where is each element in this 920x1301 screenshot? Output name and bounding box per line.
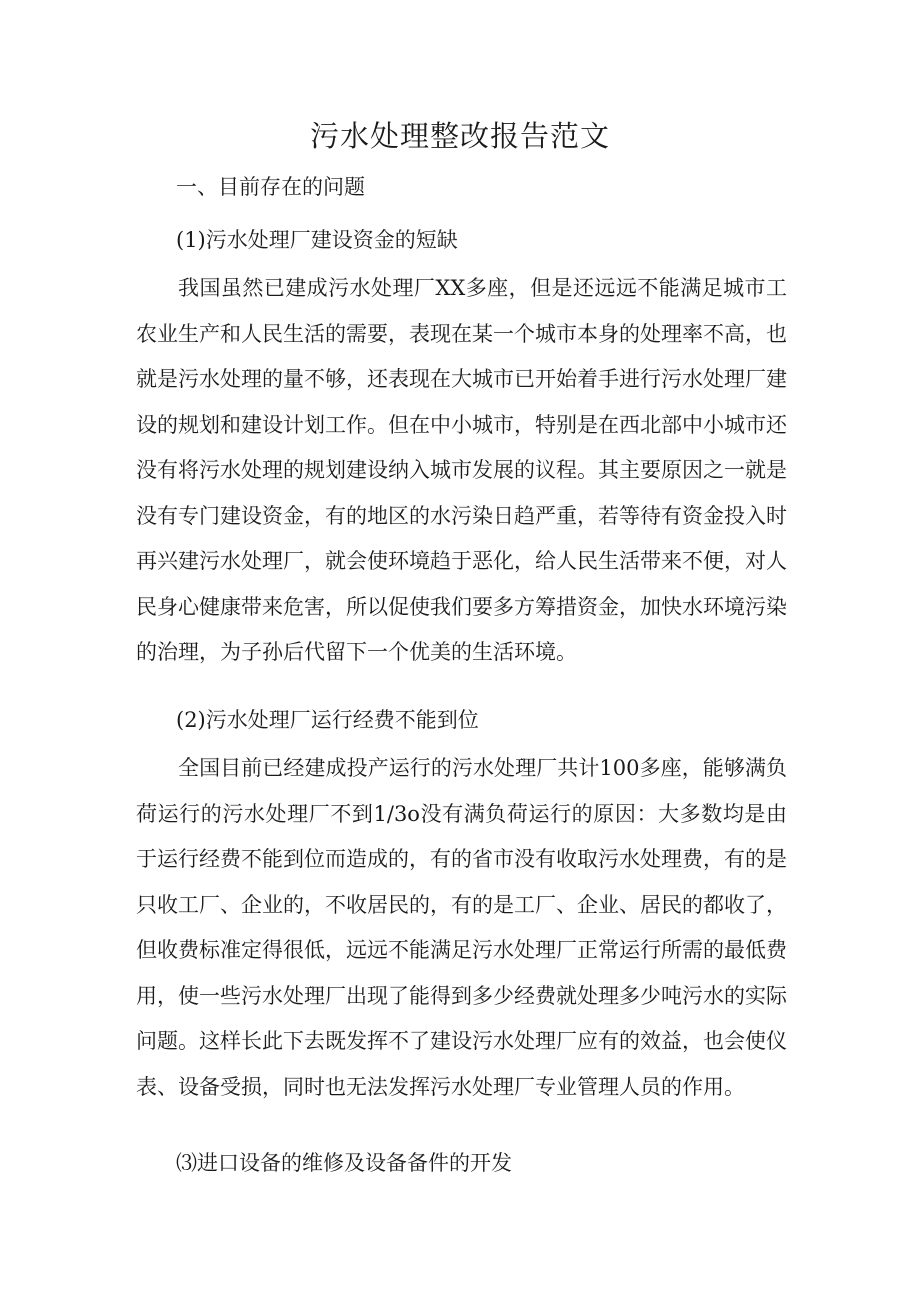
document-title: 污水处理整改报告范文	[309, 119, 610, 153]
paragraph-operating-costs: 全国目前已经建成投产运行的污水处理厂共计100多座，能够满负荷运行的污水处理厂不到1/3o没有满负荷运行的原因：大多数均是由于运行经费不能到位而造成的，有的省市没有收取污水处理费，有的是只收工厂、企业的，不收居民的，有的是工厂、企业、居民的都收了，但收费标准定得很低，远远不能满足污水处理厂正常运行所需的最低费用，使一些污水处理厂出现了能得到多少经费就处理多少吨污水的实际问题。这样长此下去既发挥不了建设污水处理厂应有的效益，也会使仪表、设备受损，同时也无法发挥污水处理厂专业管理人员的作用。	[136, 756, 787, 1099]
paragraph-funding-shortage: 我国虽然已建成污水处理厂XX多座，但是还远远不能满足城市工农业生产和人民生活的需要，表现在某一个城市本身的处理率不高，也就是污水处理的量不够，还表现在大城市已开始着手进行污水处理厂建设的规划和建设计划工作。但在中小城市，特别是在西北部中小城市还没有将污水处理的规划建设纳入城市发展的议程。其主要原因之一就是没有专门建设资金，有的地区的水污染日趋严重，若等待有资金投入时再兴建污水处理厂，就会使环境趋于恶化，给人民生活带来不便，对人民身心健康带来危害，所以促使我们要多方筹措资金，加快水环境污染的治理，为子孙后代留下一个优美的生活环境。	[136, 276, 787, 664]
section-heading-problems: 一、目前存在的问题	[176, 175, 365, 199]
subheading-imported-equipment: ⑶进口设备的维修及设备备件的开发	[176, 1151, 512, 1175]
subheading-operating-costs: (2)污水处理厂运行经费不能到位	[176, 708, 479, 732]
subheading-funding-shortage: (1)污水处理厂建设资金的短缺	[176, 228, 458, 252]
